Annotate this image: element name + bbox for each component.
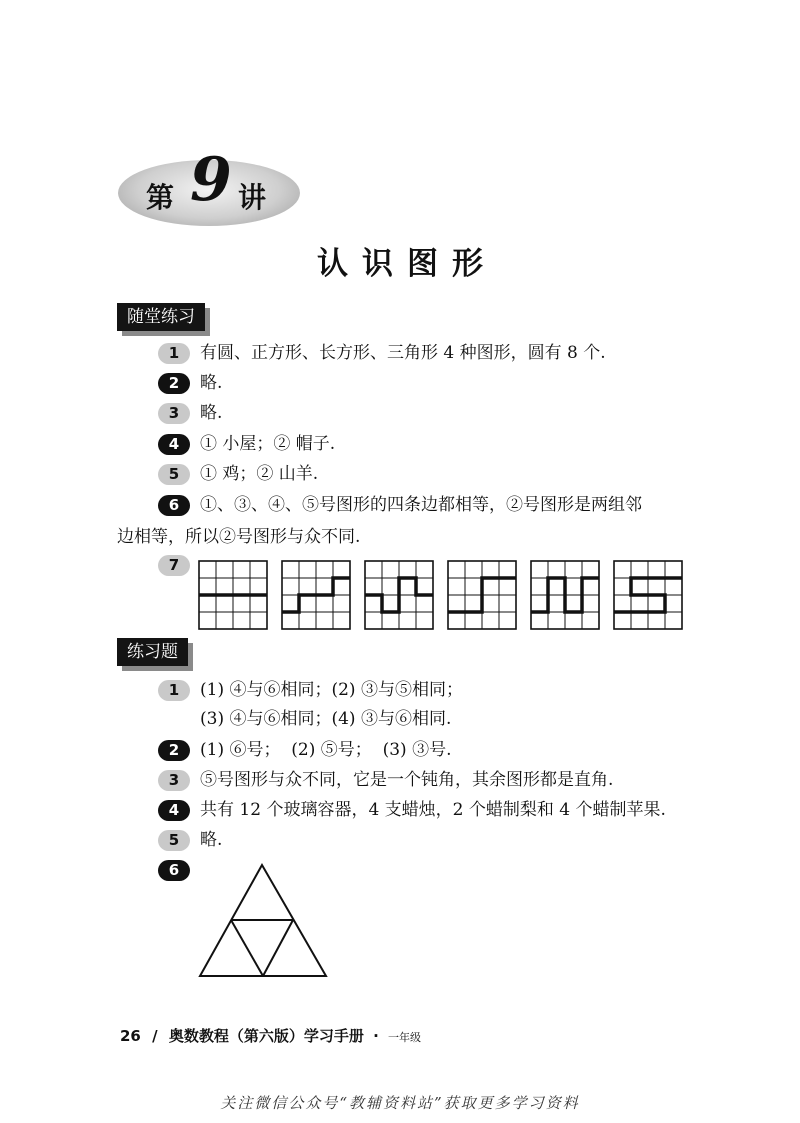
- grid-4: [448, 561, 516, 629]
- book-title: 奥数教程（第六版）学习手册: [168, 1027, 364, 1045]
- grid-5: [531, 561, 599, 629]
- grid-6: [614, 561, 682, 629]
- page-title: 认识图形: [317, 246, 497, 282]
- inner-right-diagonal: [263, 920, 293, 976]
- exercise-answer-1-line2: (3) ④与⑥相同；(4) ③与⑥相同.: [200, 709, 452, 729]
- grid-2: [282, 561, 350, 629]
- page-footer: [120, 1025, 421, 1046]
- grid-3: [365, 561, 433, 629]
- exercise-answer-3: ⑤号图形与众不同，它是一个钝角，其余图形都是直角.: [200, 770, 614, 790]
- triangle-figure: [196, 862, 330, 980]
- watermark: 关注微信公众号“教辅资料站”获取更多学习资料: [220, 1094, 580, 1112]
- practice-answer-1: 有圆、正方形、长方形、三角形 4 种图形，圆有 8 个.: [200, 343, 606, 363]
- footer-dot: ·: [373, 1027, 379, 1045]
- exercise-answer-5: 略.: [200, 830, 223, 850]
- practice-answer-3: 略.: [200, 403, 223, 423]
- practice-answer-6-line1: ①、③、④、⑤号图形的四条边都相等，②号图形是两组邻: [200, 495, 642, 515]
- exercise-num-1: 1: [158, 680, 190, 701]
- practice-answer-5: ① 鸡；② 山羊.: [200, 464, 319, 484]
- lecture-prefix: 第: [146, 181, 175, 214]
- page-number: 26: [120, 1027, 141, 1045]
- section-practice-tag: 随堂练习: [117, 303, 205, 331]
- practice-num-1: 1: [158, 343, 190, 364]
- exercise-answer-2: (1) ⑥号； (2) ⑤号； (3) ③号.: [200, 740, 452, 760]
- exercise-answer-4: 共有 12 个玻璃容器，4 支蜡烛，2 个蜡制梨和 4 个蜡制苹果.: [200, 800, 666, 820]
- exercise-num-2: 2: [158, 740, 190, 761]
- practice-answer-6-line2: 边相等，所以②号图形与众不同.: [117, 527, 361, 547]
- practice-num-2: 2: [158, 373, 190, 394]
- inner-left-diagonal: [231, 920, 263, 976]
- lecture-suffix: 讲: [238, 181, 267, 214]
- practice-num-4: 4: [158, 434, 190, 455]
- exercise-num-4: 4: [158, 800, 190, 821]
- exercise-num-6: 6: [158, 860, 190, 881]
- section-exercises-tag: 练习题: [117, 638, 188, 666]
- practice-num-3: 3: [158, 403, 190, 424]
- practice-num-6: 6: [158, 495, 190, 516]
- practice-answer-4: ① 小屋；② 帽子.: [200, 434, 336, 454]
- lecture-number: 9: [190, 145, 232, 215]
- grid-1: [199, 561, 267, 629]
- exercise-answer-1-line1: (1) ④与⑥相同；(2) ③与⑤相同；: [200, 680, 463, 700]
- grid-path-figures: [198, 560, 688, 630]
- footer-separator: /: [152, 1027, 158, 1045]
- exercise-num-5: 5: [158, 830, 190, 851]
- practice-answer-2: 略.: [200, 373, 223, 393]
- grade-label: 一年级: [388, 1031, 422, 1044]
- practice-num-7: 7: [158, 555, 190, 576]
- practice-num-5: 5: [158, 464, 190, 485]
- exercise-num-3: 3: [158, 770, 190, 791]
